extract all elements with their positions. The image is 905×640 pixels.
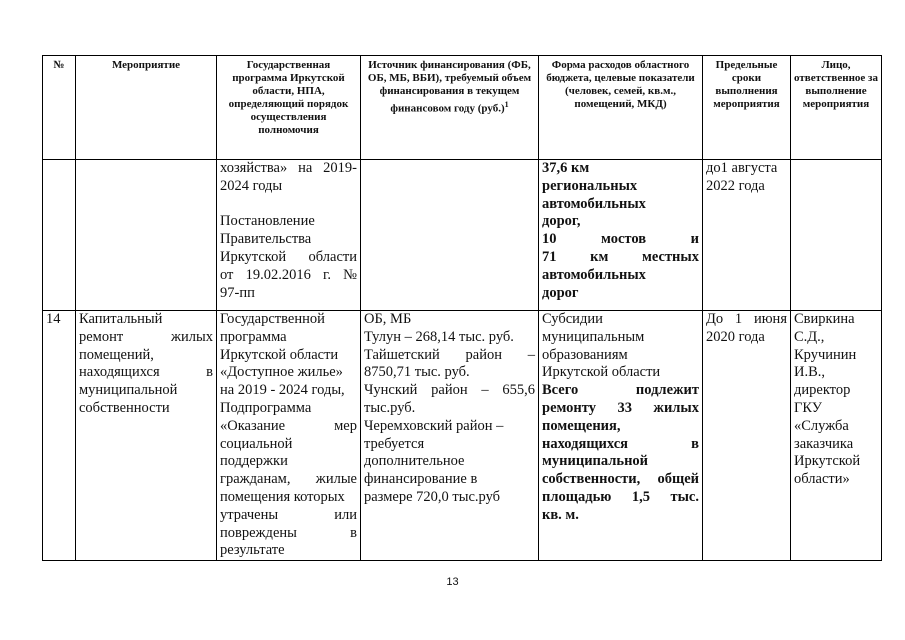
text-line: До 1 июня bbox=[706, 311, 787, 327]
row14-responsible-lines bbox=[794, 311, 878, 489]
row14-responsible bbox=[791, 311, 882, 561]
text-line: муниципальным bbox=[542, 328, 645, 345]
text-line: заказчика bbox=[794, 435, 854, 452]
header-deadline: Предельные сроки выполнения мероприятия bbox=[703, 56, 791, 160]
header-source-footnote: 1 bbox=[504, 100, 509, 109]
text-line: ОБ, МБ bbox=[364, 311, 412, 327]
cont-responsible bbox=[791, 160, 882, 311]
text-line: Субсидии bbox=[542, 311, 603, 327]
cont-program bbox=[217, 160, 361, 311]
text-line: от 19.02.2016 г. № bbox=[220, 266, 357, 283]
row14-event-lines bbox=[79, 311, 213, 418]
cont-program-lines2 bbox=[220, 213, 357, 302]
row14-event bbox=[76, 311, 217, 561]
row14-program bbox=[217, 311, 361, 561]
text-line: помещения, bbox=[542, 417, 621, 434]
text-line: 71 км местных bbox=[542, 248, 699, 265]
text-line: муниципальной bbox=[79, 382, 178, 399]
text-line: муниципальной bbox=[542, 453, 649, 470]
header-source bbox=[361, 56, 539, 160]
text-line: И.В., bbox=[794, 364, 826, 381]
row14-form-bold-lines bbox=[542, 382, 699, 524]
text-line: находящихся в bbox=[542, 435, 699, 452]
cont-deadline bbox=[703, 160, 791, 311]
text-line: помещений, bbox=[79, 346, 154, 363]
text-line: «Служба bbox=[794, 417, 849, 434]
text-line: автомобильных bbox=[542, 266, 646, 283]
cont-num bbox=[43, 160, 76, 311]
text-line: утрачены или bbox=[220, 506, 357, 523]
text-line: Подпрограмма bbox=[220, 399, 312, 416]
text-line: размере 720,0 тыс.руб bbox=[364, 488, 501, 505]
table-row-14 bbox=[43, 311, 882, 561]
text-line: Тайшетский район – bbox=[364, 346, 535, 363]
cont-program-lines bbox=[220, 160, 357, 196]
text-line: автомобильных bbox=[542, 195, 646, 212]
text-line: Иркутской области bbox=[542, 364, 661, 381]
text-line: директор bbox=[794, 382, 851, 399]
row14-deadline bbox=[703, 311, 791, 561]
text-line: финансирование в bbox=[364, 471, 478, 488]
text-line: Тулун – 268,14 тыс. руб. bbox=[364, 328, 514, 345]
cont-deadline-lines bbox=[706, 160, 787, 196]
text-line: результате bbox=[220, 542, 285, 559]
text-line: 2022 года bbox=[706, 177, 765, 194]
text-line: Кручинин bbox=[794, 346, 857, 363]
text-line: ремонту 33 жилых bbox=[542, 399, 699, 416]
text-line: поддержки bbox=[220, 453, 288, 470]
table-header-row bbox=[43, 56, 882, 160]
cont-source bbox=[361, 160, 539, 311]
text-line: собственности bbox=[79, 399, 170, 416]
text-line: социальной bbox=[220, 435, 293, 452]
text-line: Всего подлежит bbox=[542, 382, 699, 399]
text-line: находящихся в bbox=[79, 364, 213, 381]
text-line: 97-пп bbox=[220, 284, 255, 301]
row14-num: 14 bbox=[43, 311, 76, 561]
text-line: собственности, общей bbox=[542, 471, 699, 488]
row14-source-lines bbox=[364, 311, 535, 507]
text-line: на 2019 - 2024 годы, bbox=[220, 382, 345, 399]
header-form: Форма расходов областного бюджета, целевые показатели (человек, семей, кв.м., помещений, МКД) bbox=[539, 56, 703, 160]
text-line: дорог bbox=[542, 284, 579, 301]
text-line: Постановление bbox=[220, 213, 315, 230]
text-line: кв. м. bbox=[542, 506, 579, 523]
row14-deadline-lines bbox=[706, 311, 787, 347]
text-line: гражданам, жилые bbox=[220, 471, 357, 488]
text-line: Черемховский район – bbox=[364, 417, 504, 434]
text-line: Иркутской области bbox=[220, 248, 357, 265]
text-line: региональных bbox=[542, 177, 638, 194]
text-line: 37,6 км bbox=[542, 160, 590, 176]
page-number: 13 bbox=[446, 576, 459, 588]
events-table bbox=[42, 55, 882, 561]
text-line: до1 августа bbox=[706, 160, 778, 176]
text-line: С.Д., bbox=[794, 328, 825, 345]
cont-form-lines bbox=[542, 160, 699, 302]
row14-program-lines bbox=[220, 311, 357, 560]
header-source-text: Источник финансирования (ФБ, ОБ, МБ, ВБИ), требуемый объем финансирования в текущем финансовом году (руб.) bbox=[367, 59, 532, 115]
cont-form bbox=[539, 160, 703, 311]
header-num: № bbox=[43, 56, 76, 160]
text-line: Капитальный bbox=[79, 311, 163, 327]
row14-source bbox=[361, 311, 539, 561]
header-program: Государственная программа Иркутской области, НПА, определяющий порядок осуществления полномочия bbox=[217, 56, 361, 160]
text-line: дополнительное bbox=[364, 453, 465, 470]
text-line: области» bbox=[794, 471, 850, 488]
text-line: Чунский район – 655,6 bbox=[364, 382, 535, 399]
header-event: Мероприятие bbox=[76, 56, 217, 160]
text-line: хозяйства» на 2019- bbox=[220, 160, 357, 176]
text-line: 8750,71 тыс. руб. bbox=[364, 364, 470, 381]
text-line: Иркутской bbox=[794, 453, 861, 470]
text-line: ремонт жилых bbox=[79, 328, 213, 345]
text-line: помещения которых bbox=[220, 488, 345, 505]
text-line: программа bbox=[220, 328, 287, 345]
text-line: 2020 года bbox=[706, 328, 765, 345]
text-line: Правительства bbox=[220, 231, 312, 248]
text-line: Иркутской области bbox=[220, 346, 339, 363]
row14-form bbox=[539, 311, 703, 561]
row14-form-lines bbox=[542, 311, 699, 382]
text-line: повреждены в bbox=[220, 524, 357, 541]
text-line: площадью 1,5 тыс. bbox=[542, 488, 699, 505]
table-row-continued bbox=[43, 160, 882, 311]
text-line: ГКУ bbox=[794, 399, 823, 416]
text-line: образованиям bbox=[542, 346, 628, 363]
cont-event bbox=[76, 160, 217, 311]
text-line: «Оказание мер bbox=[220, 417, 357, 434]
text-line: 2024 годы bbox=[220, 177, 283, 194]
text-line: Свиркина bbox=[794, 311, 855, 327]
text-line: 10 мостов и bbox=[542, 231, 699, 248]
text-line: дорог, bbox=[542, 213, 581, 230]
text-line: «Доступное жилье» bbox=[220, 364, 343, 381]
text-line: Государственной bbox=[220, 311, 325, 327]
text-line: требуется bbox=[364, 435, 425, 452]
header-responsible: Лицо, ответственное за выполнение мероприятия bbox=[791, 56, 882, 160]
text-line: тыс.руб. bbox=[364, 399, 416, 416]
